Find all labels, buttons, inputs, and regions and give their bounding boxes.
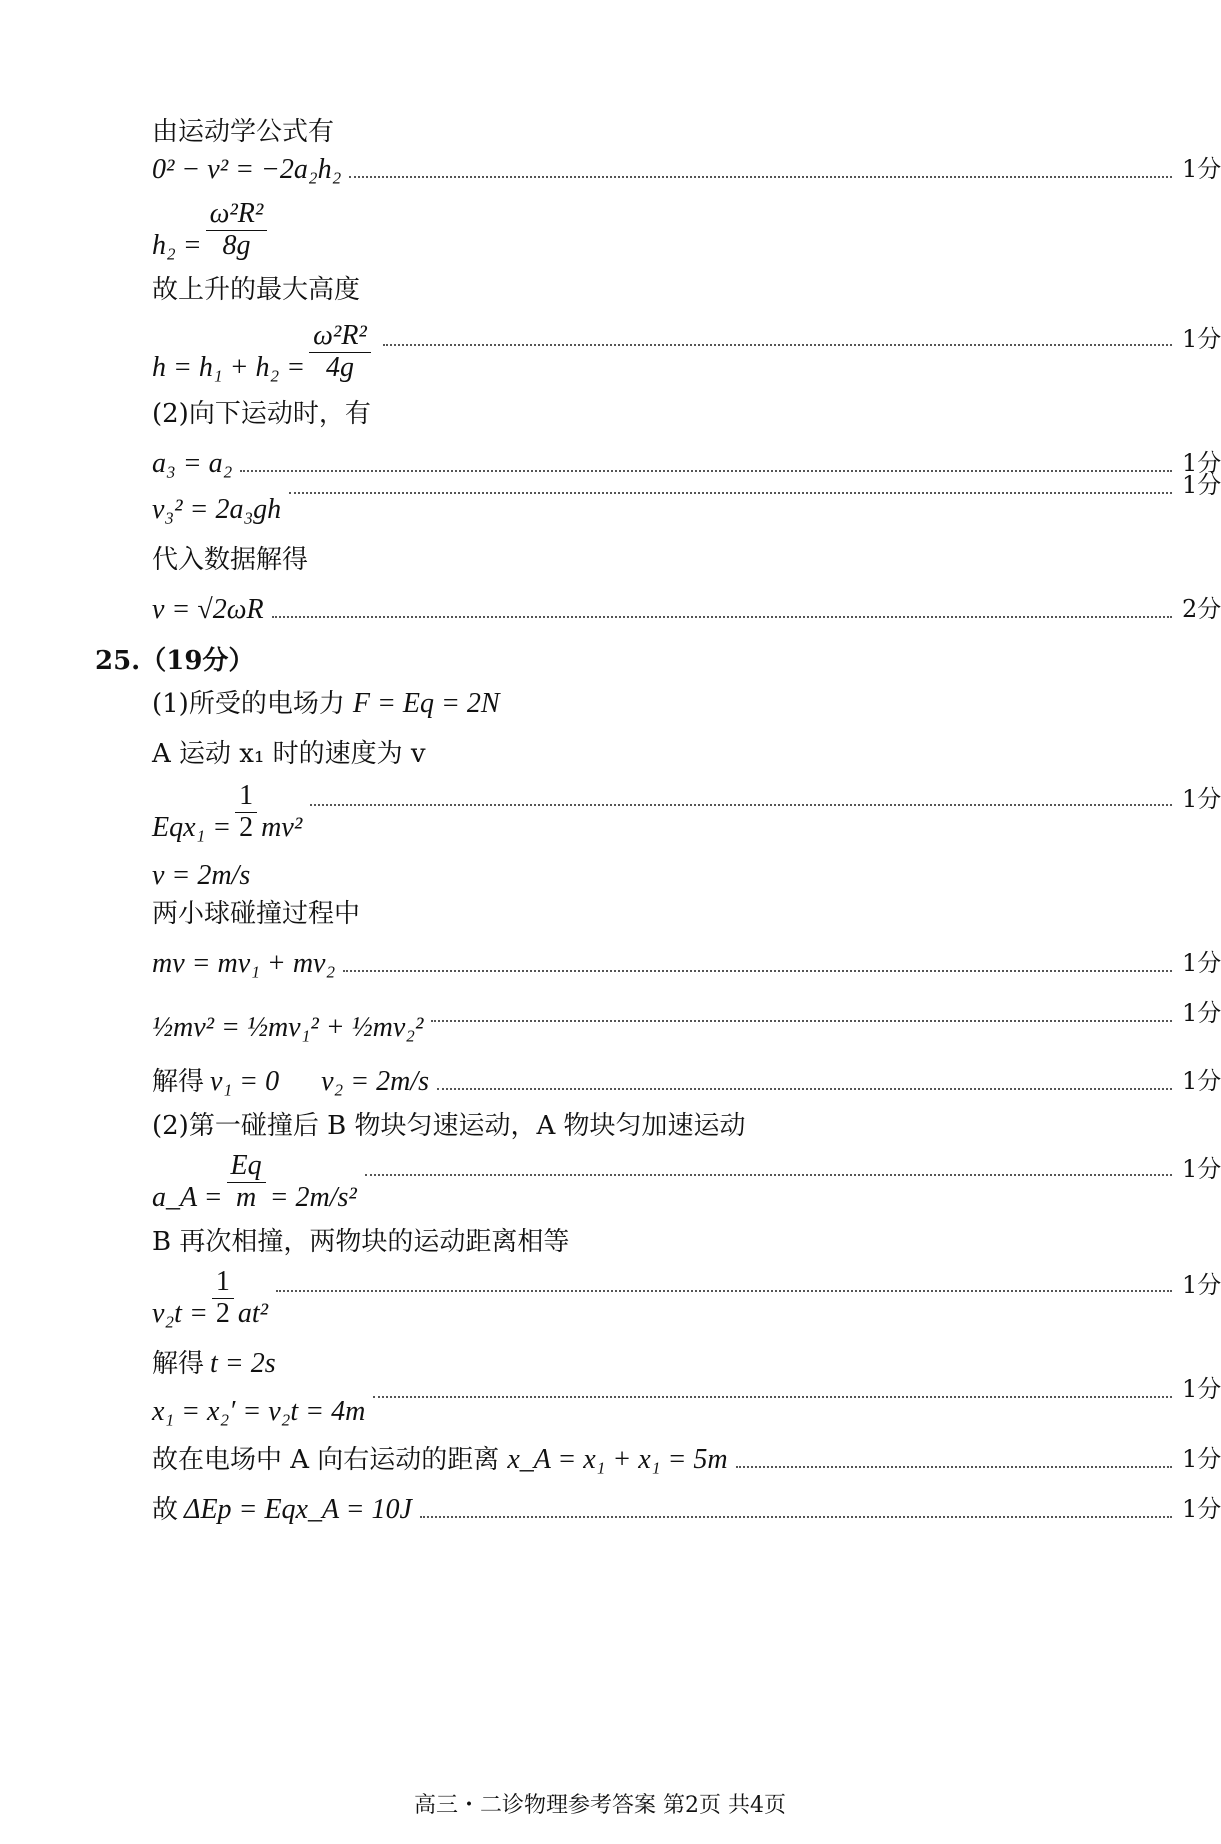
equation: ½mv² = ½mv₁² + ½mv₂² — [152, 1011, 424, 1043]
score-mark: 1分 — [1182, 999, 1221, 1028]
text-segment: 故在电场中 A 向右运动的距离 — [152, 1445, 500, 1476]
fraction-denominator: m — [235, 1182, 257, 1214]
fraction-numerator: 1 — [212, 1267, 234, 1299]
fraction — [235, 781, 257, 844]
leader-dots — [365, 1174, 1172, 1176]
fraction-numerator: Eq — [227, 1151, 266, 1183]
leader-dots — [343, 970, 1172, 972]
leader-dots — [310, 804, 1172, 806]
fraction — [206, 199, 268, 262]
score-mark: 2分 — [1182, 595, 1221, 624]
equation: ΔEp = Eqx_A = 10J — [184, 1493, 412, 1525]
line-delta-ep — [152, 1486, 1221, 1526]
line-a3 — [152, 440, 1221, 480]
leader-dots — [736, 1466, 1172, 1468]
line-eq-h2 — [152, 142, 1221, 186]
leader-dots — [431, 1020, 1172, 1022]
leader-dots — [349, 176, 1172, 178]
text-line: 由运动学公式有 — [152, 117, 335, 147]
leader-dots — [373, 1396, 1172, 1398]
fraction-denominator: 4g — [325, 352, 354, 384]
line-v3 — [152, 471, 1221, 526]
text-line: 故上升的最大高度 — [152, 275, 361, 305]
fraction — [227, 1151, 266, 1214]
line-max-height-intro — [152, 276, 1200, 306]
leader-dots — [276, 1290, 1172, 1292]
equation: v₃² = 2a₃gh — [152, 493, 282, 525]
line-v-value — [152, 852, 1200, 892]
leader-dots — [240, 470, 1172, 472]
leader-dots — [437, 1088, 1172, 1090]
equation: v = √2ωR — [152, 593, 264, 625]
equation: v = 2m/s — [152, 859, 251, 891]
score-mark: 1分 — [1182, 1067, 1221, 1096]
fraction-denominator: 2 — [239, 812, 254, 844]
line-substitute-intro — [152, 546, 1200, 576]
equation: a₃ = a₂ — [152, 447, 233, 479]
equation-rhs: mv² — [261, 811, 303, 843]
score-mark: 1分 — [1182, 325, 1221, 354]
line-energy-eq — [152, 772, 1221, 844]
text-segment: 解得 — [152, 1349, 205, 1380]
equation-rhs: at² — [237, 1297, 269, 1329]
line-second-collision — [152, 1228, 1200, 1258]
text-line: 两小球碰撞过程中 — [152, 899, 361, 929]
fraction-numerator: 1 — [235, 781, 257, 813]
score-mark: 1分 — [1182, 1445, 1221, 1474]
equation-lhs: Eqx₁ = — [152, 811, 232, 843]
line-part2-motion — [152, 1112, 1200, 1142]
equation: F = Eq = 2N — [352, 687, 500, 719]
score-mark: 1分 — [1182, 949, 1221, 978]
fraction-denominator: 2 — [215, 1298, 230, 1330]
line-collision-result — [152, 1058, 1221, 1098]
equation-lhs: h₂ = — [152, 229, 202, 261]
equation: 0² − v² = −2a₂h₂ — [152, 153, 342, 185]
line-distance-eq — [152, 1258, 1221, 1330]
equation-lhs: h = h₁ + h₂ = — [152, 351, 306, 383]
text-line: (2)第一碰撞后 B 物块匀速运动，A 物块匀加速运动 — [152, 1111, 746, 1141]
text-segment: 解得 — [152, 1067, 205, 1098]
line-x-distance — [152, 1375, 1221, 1428]
equation: mv = mv₁ + mv₂ — [152, 947, 336, 979]
equation: x₁ = x₂′ = v₂t = 4m — [152, 1395, 366, 1427]
score-mark: 1分 — [1182, 1495, 1221, 1524]
line-h-total — [152, 312, 1221, 384]
fraction-numerator: ω²R² — [206, 199, 268, 231]
fraction — [309, 321, 371, 384]
score-mark: 1分 — [1182, 471, 1221, 500]
equation: v₁ = 0 v₂ = 2m/s — [210, 1065, 430, 1097]
line-part2-intro — [152, 400, 1200, 430]
line-acceleration — [152, 1142, 1221, 1214]
text-segment: (1)所受的电场力 — [152, 689, 345, 720]
text-line: A 运动 x₁ 时的速度为 v — [152, 739, 426, 769]
equation-lhs: v₂t = — [152, 1297, 208, 1329]
score-mark: 1分 — [1182, 1375, 1221, 1404]
score-mark: 1分 — [1182, 155, 1221, 184]
text-line: (2)向下运动时，有 — [152, 399, 371, 429]
equation-rhs: = 2m/s² — [269, 1181, 357, 1213]
line-collision-intro — [152, 900, 1200, 930]
fraction-denominator: 8g — [222, 230, 251, 262]
line-momentum — [152, 940, 1221, 980]
line-electric-force — [152, 680, 1200, 720]
line-kinetic-energy — [152, 988, 1221, 1044]
line-t-result — [152, 1340, 1200, 1380]
page-footer: 高三・二诊物理参考答案 第2页 共4页 — [414, 1793, 786, 1818]
fraction — [212, 1267, 234, 1330]
text-segment: 故 — [152, 1495, 179, 1526]
line-h2-fraction — [152, 190, 1200, 262]
leader-dots — [420, 1516, 1172, 1518]
text-line: B 再次相撞，两物块的运动距离相等 — [152, 1227, 570, 1257]
question-heading: 25.（19分） — [95, 646, 255, 676]
line-velocity-intro — [152, 740, 1200, 770]
score-mark: 1分 — [1182, 449, 1221, 478]
text-line: 代入数据解得 — [152, 545, 309, 575]
score-mark: 1分 — [1182, 785, 1221, 814]
line-v-result — [152, 586, 1221, 626]
leader-dots — [383, 344, 1172, 346]
equation: x_A = x₁ + x₁ = 5m — [507, 1443, 728, 1475]
leader-dots — [272, 616, 1172, 618]
score-mark: 1分 — [1182, 1155, 1221, 1184]
fraction-numerator: ω²R² — [309, 321, 371, 353]
score-mark: 1分 — [1182, 1271, 1221, 1300]
line-xa — [152, 1436, 1221, 1476]
leader-dots — [289, 492, 1172, 494]
equation: t = 2s — [210, 1347, 276, 1379]
equation-lhs: a_A = — [152, 1181, 223, 1213]
